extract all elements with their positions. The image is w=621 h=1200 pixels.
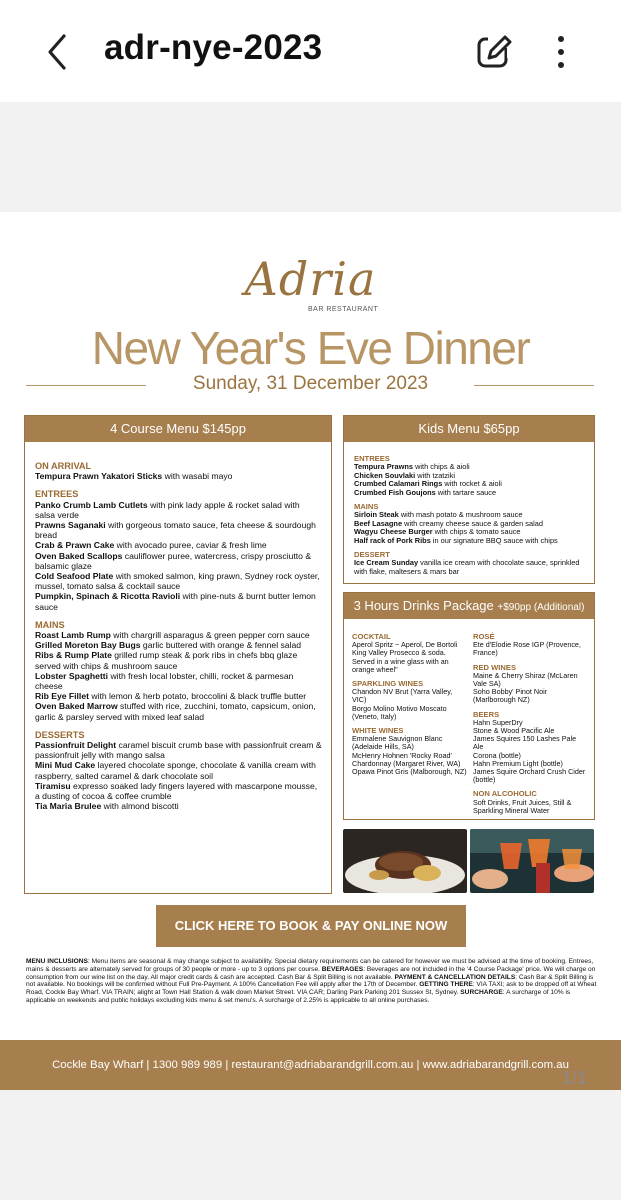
back-arrow-icon[interactable] [40, 30, 76, 74]
drinks-package-box [343, 592, 595, 820]
menu-item-name: Rib Eye Fillet [35, 691, 89, 702]
fine-print-text: : VIA TAXI; ask to be dropped off at Wheat Road, Cockle Bay Wharf. VIA TRAIN; alight at Town Hall Station & walk down Market Street. VIA CAR; Darling Park Parking 201 Sussex St, Sydney. [26, 981, 597, 997]
drinks-line: Borgo Molino Motivo Moscato (Veneto, Italy) [352, 703, 447, 721]
fine-print-text: : Menu items are seasonal & may change subject to availability. Special dietary requirements can be catered for however we must be advised at the time of booking. Entrees, mains & desserts are alternately served for groups of 30 people or more - up to 3 options per course. [26, 958, 594, 973]
drinks-line: Chandon NV Brut (Yarra Valley, VIC) [352, 687, 453, 705]
menu-item-name: Oven Baked Marrow [35, 701, 118, 712]
menu-item-name: Tiramisu [35, 780, 71, 791]
menu-item-name: Tempura Prawns [354, 462, 414, 472]
drinks-price: +$90pp (Additional) [497, 602, 585, 613]
fine-print-heading: BEVERAGES [321, 965, 364, 973]
menu-item [35, 471, 322, 481]
menu-item-description: with rocket & aioli [442, 479, 502, 489]
fine-print-heading: SURCHARGE [460, 989, 503, 997]
menu-section-heading: DESSERTS [35, 729, 85, 740]
menu-item [35, 500, 322, 520]
menu-item [35, 551, 322, 571]
restaurant-logo: Adria [244, 252, 377, 306]
pdf-page[interactable] [0, 212, 621, 1090]
menu-item-name: Pumpkin, Spinach & Ricotta Ravioli [35, 591, 181, 602]
kids-menu-list [344, 442, 594, 576]
menu-item-description: with smoked salmon, king prawn, Sydney rock oyster, mussel, tomato salsa & cocktail sauce [35, 571, 320, 592]
course-menu-list [25, 442, 331, 812]
cocktails-photo [470, 829, 594, 893]
menu-section-heading: ON ARRIVAL [35, 461, 92, 471]
drinks-line: Ete d'Elodie Rose IGP (Provence, France) [473, 640, 581, 658]
menu-section-heading: MAINS [354, 502, 379, 512]
drinks-title: 3 Hours Drinks Package [353, 598, 494, 613]
menu-item-name: Wagyu Cheese Burger [354, 527, 433, 537]
page-indicator: 1/1 [562, 1068, 588, 1088]
menu-item-description: stuffed with rice, zucchini, tomato, capsicum, onion, garlic & parsley served with mixed leaf salad [35, 701, 316, 722]
drinks-line: Soft Drinks, Fruit Juices, Still & Sparkling Mineral Water [473, 797, 572, 815]
contact-footer: Cockle Bay Wharf | 1300 989 989 | restaurant@adriabarandgrill.com.au | www.adriabarandgrill.com.au [0, 1040, 621, 1090]
drinks-group-heading: RED WINES [473, 662, 517, 672]
menu-item-description: with creamy cheese sauce & garden salad [402, 518, 543, 528]
menu-item [35, 591, 322, 611]
menu-item-name: Sirloin Steak [354, 510, 399, 520]
menu-item-description: caramel biscuit crumb base with passionfruit cream & passionfruit jelly with mango salsa [35, 740, 322, 761]
drinks-package-title [344, 593, 594, 619]
fine-print-text: : A surcharge of 10% is applicable on weekends and public holidays excluding kids menu & set menu's. A surcharge of 2.25% is applicable to all online purchases. [26, 989, 571, 1004]
drinks-line: McHenry Hohnen 'Rocky Road' Chardonnay (Margaret River, WA) [352, 750, 461, 768]
menu-item [35, 640, 322, 650]
menu-item-name: Chicken Souvlaki [354, 470, 416, 480]
app-toolbar [0, 0, 621, 102]
menu-section-heading: DESSERT [354, 550, 390, 560]
drinks-line: Corona (bottle) [473, 750, 521, 760]
menu-item [354, 489, 586, 497]
menu-item-description: with tartare sauce [435, 487, 497, 497]
menu-item-description: with pine-nuts & burnt butter lemon sauce [35, 591, 316, 612]
fine-print [26, 958, 598, 1005]
menu-item [35, 520, 322, 540]
menu-item [35, 540, 322, 550]
menu-item [35, 691, 322, 701]
drinks-left-column [352, 627, 473, 815]
menu-item-description: with lemon & herb potato, broccolini & black truffle butter [88, 691, 307, 702]
drinks-line: Hahn Premium Light (bottle) [473, 758, 563, 768]
drinks-group-heading: BEERS [473, 709, 500, 719]
edit-icon[interactable] [474, 32, 514, 72]
menu-item [35, 781, 322, 801]
menu-item-description: vanilla ice cream with chocolate sauce, sprinkled with flake, maltesers & mars bar [354, 558, 580, 576]
menu-item-name: Oven Baked Scallops [35, 550, 123, 561]
drinks-line: Aperol Spritz ~ Aperol, De Bortoli King Valley Prosecco & soda. Served in a wine glass with an orange wheel" [352, 640, 458, 674]
menu-item-name: Prawns Saganaki [35, 520, 106, 531]
menu-item-description: with avocado puree, caviar & fresh lime [114, 540, 267, 551]
menu-item-description: with pink lady apple & rocket salad with salsa verde [35, 499, 300, 520]
kids-menu-box [343, 415, 595, 584]
menu-item-name: Roast Lamb Rump [35, 630, 111, 641]
menu-item-description: with chips & aioli [413, 462, 470, 472]
menu-item-description: with gorgeous tomato sauce, feta cheese & sourdough bread [35, 520, 316, 541]
drinks-line: James Squires 150 Lashes Pale Ale [473, 734, 577, 752]
menu-item [354, 559, 586, 576]
menu-item-name: Beef Lasagne [354, 518, 403, 528]
drinks-group-heading: COCKTAIL [352, 632, 391, 641]
drinks-line: Soho Bobby' Pinot Noir (Marlborough NZ) [473, 687, 548, 705]
menu-item-name: Grilled Moreton Bay Bugs [35, 640, 141, 651]
drinks-columns [344, 619, 594, 815]
fine-print-text: : Beverages are not included in the '4 Course Package' price. We will charge on consumption from our wine list on the day. All major credit cards & cash are accepted. Cash Bar & Split Billing is not available. [26, 965, 596, 981]
menu-item-description: with wasabi mayo [162, 471, 233, 482]
menu-item-description: with fresh local lobster, chilli, rocket & parmesan cheese [35, 670, 294, 692]
drinks-line: Opawa Pinot Gris (Malborough, NZ) [352, 767, 467, 777]
drinks-group-heading: SPARKLING WINES [352, 679, 424, 689]
fine-print-text: : Cash Bar & Split Billing is not available. No bookings will be confirmed without Full Pre-Payment. A 100% Cancellation Fee will apply after the 17th of December. [26, 973, 594, 989]
fine-print-heading: PAYMENT & CANCELLATION DETAILS [394, 973, 516, 981]
menu-item-description: in our signature BBQ sauce with chips [430, 535, 558, 545]
menu-item-description: cauliflower puree, watercress, crispy prosciutto & balsamic glaze [35, 550, 312, 571]
menu-item [35, 801, 322, 811]
menu-item-description: with chargrill asparagus & green pepper corn sauce [110, 630, 310, 641]
menu-item [35, 671, 322, 691]
menu-item-name: Ice Cream Sunday [354, 558, 419, 568]
drinks-line: Emmalene Sauvignon Blanc (Adelaide Hills, SA) [352, 734, 443, 752]
menu-item-name: Half rack of Pork Ribs [354, 535, 431, 545]
course-menu-box [24, 415, 332, 894]
fine-print-heading: MENU INCLUSIONS [26, 958, 88, 965]
menu-item-name: Ribs & Rump Plate [35, 650, 112, 661]
menu-item-description: layered chocolate sponge, chocolate & vanilla cream with raspberry, salted caramel & dark chocolate soil [35, 760, 316, 781]
menu-item-description: with tzatziki [415, 470, 456, 480]
logo-subtitle: BAR RESTAURANT [308, 306, 379, 313]
document-title: adr-nye-2023 [104, 28, 323, 67]
menu-item-name: Lobster Spaghetti [35, 670, 109, 681]
drinks-line: Maine & Cherry Shiraz (McLaren Vale SA) [473, 670, 578, 689]
book-online-button[interactable]: CLICK HERE TO BOOK & PAY ONLINE NOW [156, 905, 466, 947]
menu-item-name: Cold Seafood Plate [35, 571, 114, 582]
menu-item-name: Mini Mud Cake [35, 760, 96, 771]
menu-section-heading: ENTREES [35, 489, 79, 500]
event-headline: New Year's Eve Dinner [91, 322, 530, 374]
drinks-right-column [473, 627, 588, 815]
menu-section-heading: ENTREES [354, 454, 390, 463]
menu-item [35, 760, 322, 780]
menu-section-heading: MAINS [35, 619, 65, 630]
more-vert-icon[interactable] [550, 32, 572, 72]
menu-item-description: with chips & tomato sauce [432, 527, 521, 537]
menu-item-name: Crumbed Fish Goujons [354, 487, 436, 497]
menu-item [35, 630, 322, 640]
drinks-line: Stone & Wood Pacific Ale [473, 726, 555, 736]
drinks-line: Hahn SuperDry [473, 717, 523, 727]
menu-item [354, 537, 586, 545]
menu-item-description: garlic buttered with orange & fennel salad [140, 640, 302, 651]
menu-item-name: Panko Crumb Lamb Cutlets [35, 499, 148, 510]
kids-menu-title: Kids Menu $65pp [344, 416, 594, 442]
menu-item-name: Passionfruit Delight [35, 740, 117, 751]
drinks-group-heading: NON ALCOHOLIC [473, 789, 537, 799]
drinks-group-heading: WHITE WINES [352, 726, 404, 736]
menu-item [35, 571, 322, 591]
menu-item [35, 740, 322, 760]
menu-item-description: with mash potato & mushroom sauce [398, 510, 523, 520]
menu-item-name: Crab & Prawn Cake [35, 540, 115, 551]
event-date: Sunday, 31 December 2023 [192, 373, 429, 394]
menu-item-name: Tempura Prawn Yakatori Sticks [35, 471, 163, 482]
menu-item-description: grilled rump steak & pork ribs in chefs bbq glaze served with chips & mushroom sauce [35, 650, 298, 671]
menu-item-description: expresso soaked lady fingers layered with mascarpone mousse, a dusting of cocoa & coffee crumble [35, 780, 318, 802]
menu-item-description: with almond biscotti [101, 801, 179, 812]
course-menu-title: 4 Course Menu $145pp [25, 416, 331, 442]
fine-print-heading: GETTING THERE [419, 981, 473, 989]
steak-photo [343, 829, 467, 893]
drinks-group-heading: ROSÉ [473, 632, 495, 641]
drinks-line: James Squire Orchard Crush Cider (bottle) [473, 767, 586, 785]
menu-item [35, 650, 322, 670]
menu-item-name: Crumbed Calamari Rings [354, 479, 443, 489]
menu-item-name: Tia Maria Brulee [35, 801, 102, 812]
menu-item [35, 701, 322, 721]
